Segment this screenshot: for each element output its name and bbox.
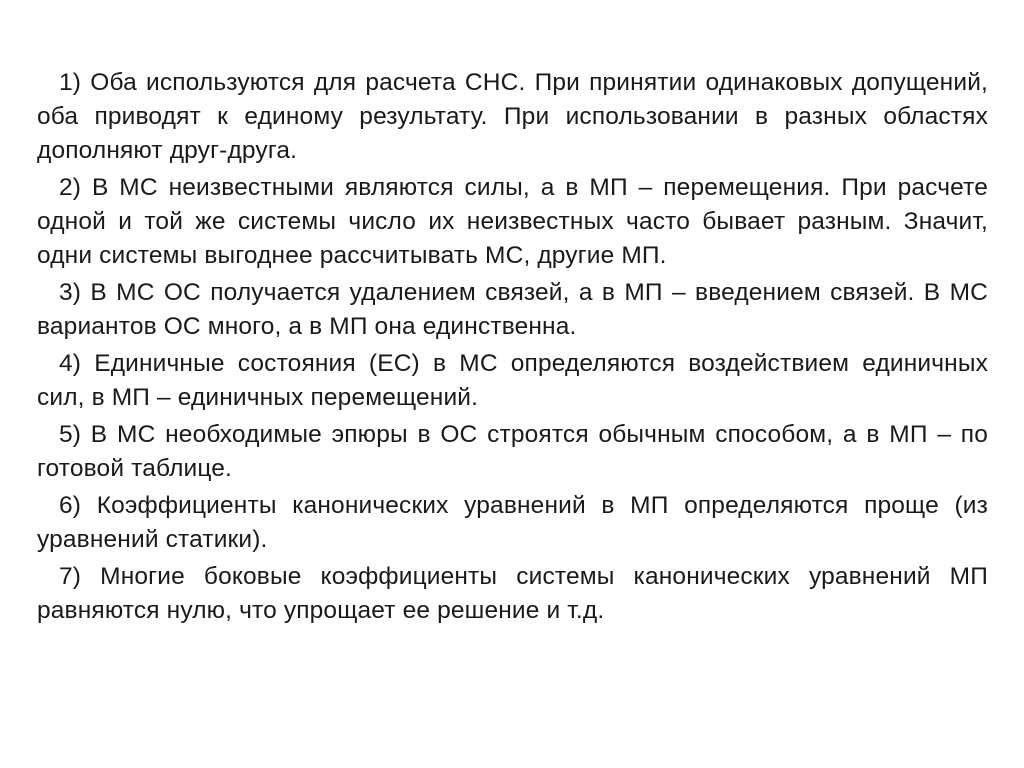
paragraph-3: 3) В МС ОС получается удалением связей, а в МП – введением связей. В МС вариантов ОС много, а в МП она единственна.	[37, 279, 988, 340]
paragraph-1: 1) Оба используются для расчета СНС. При принятии одинаковых допущений, оба приводят к единому результату. При использовании в разных областях дополняют друг-друга.	[37, 69, 988, 164]
paragraph-5: 5) В МС необходимые эпюры в ОС строятся обычным способом, а в МП – по готовой таблице.	[37, 421, 988, 482]
paragraph-7: 7) Многие боковые коэффициенты системы канонических уравнений МП равняются нулю, что упрощает ее решение и т.д.	[37, 563, 988, 624]
paragraph-4: 4) Единичные состояния (ЕС) в МС определяются воздействием единичных сил, в МП – единичных перемещений.	[37, 350, 988, 411]
slide-body	[37, 66, 988, 631]
paragraph-6: 6) Коэффициенты канонических уравнений в МП определяются проще (из уравнений статики).	[37, 492, 988, 553]
paragraph-2: 2) В МС неизвестными являются силы, а в МП – перемещения. При расчете одной и той же системы число их неизвестных часто бывает разным. Значит, одни системы выгоднее рассчитывать МС, другие МП.	[37, 174, 988, 269]
